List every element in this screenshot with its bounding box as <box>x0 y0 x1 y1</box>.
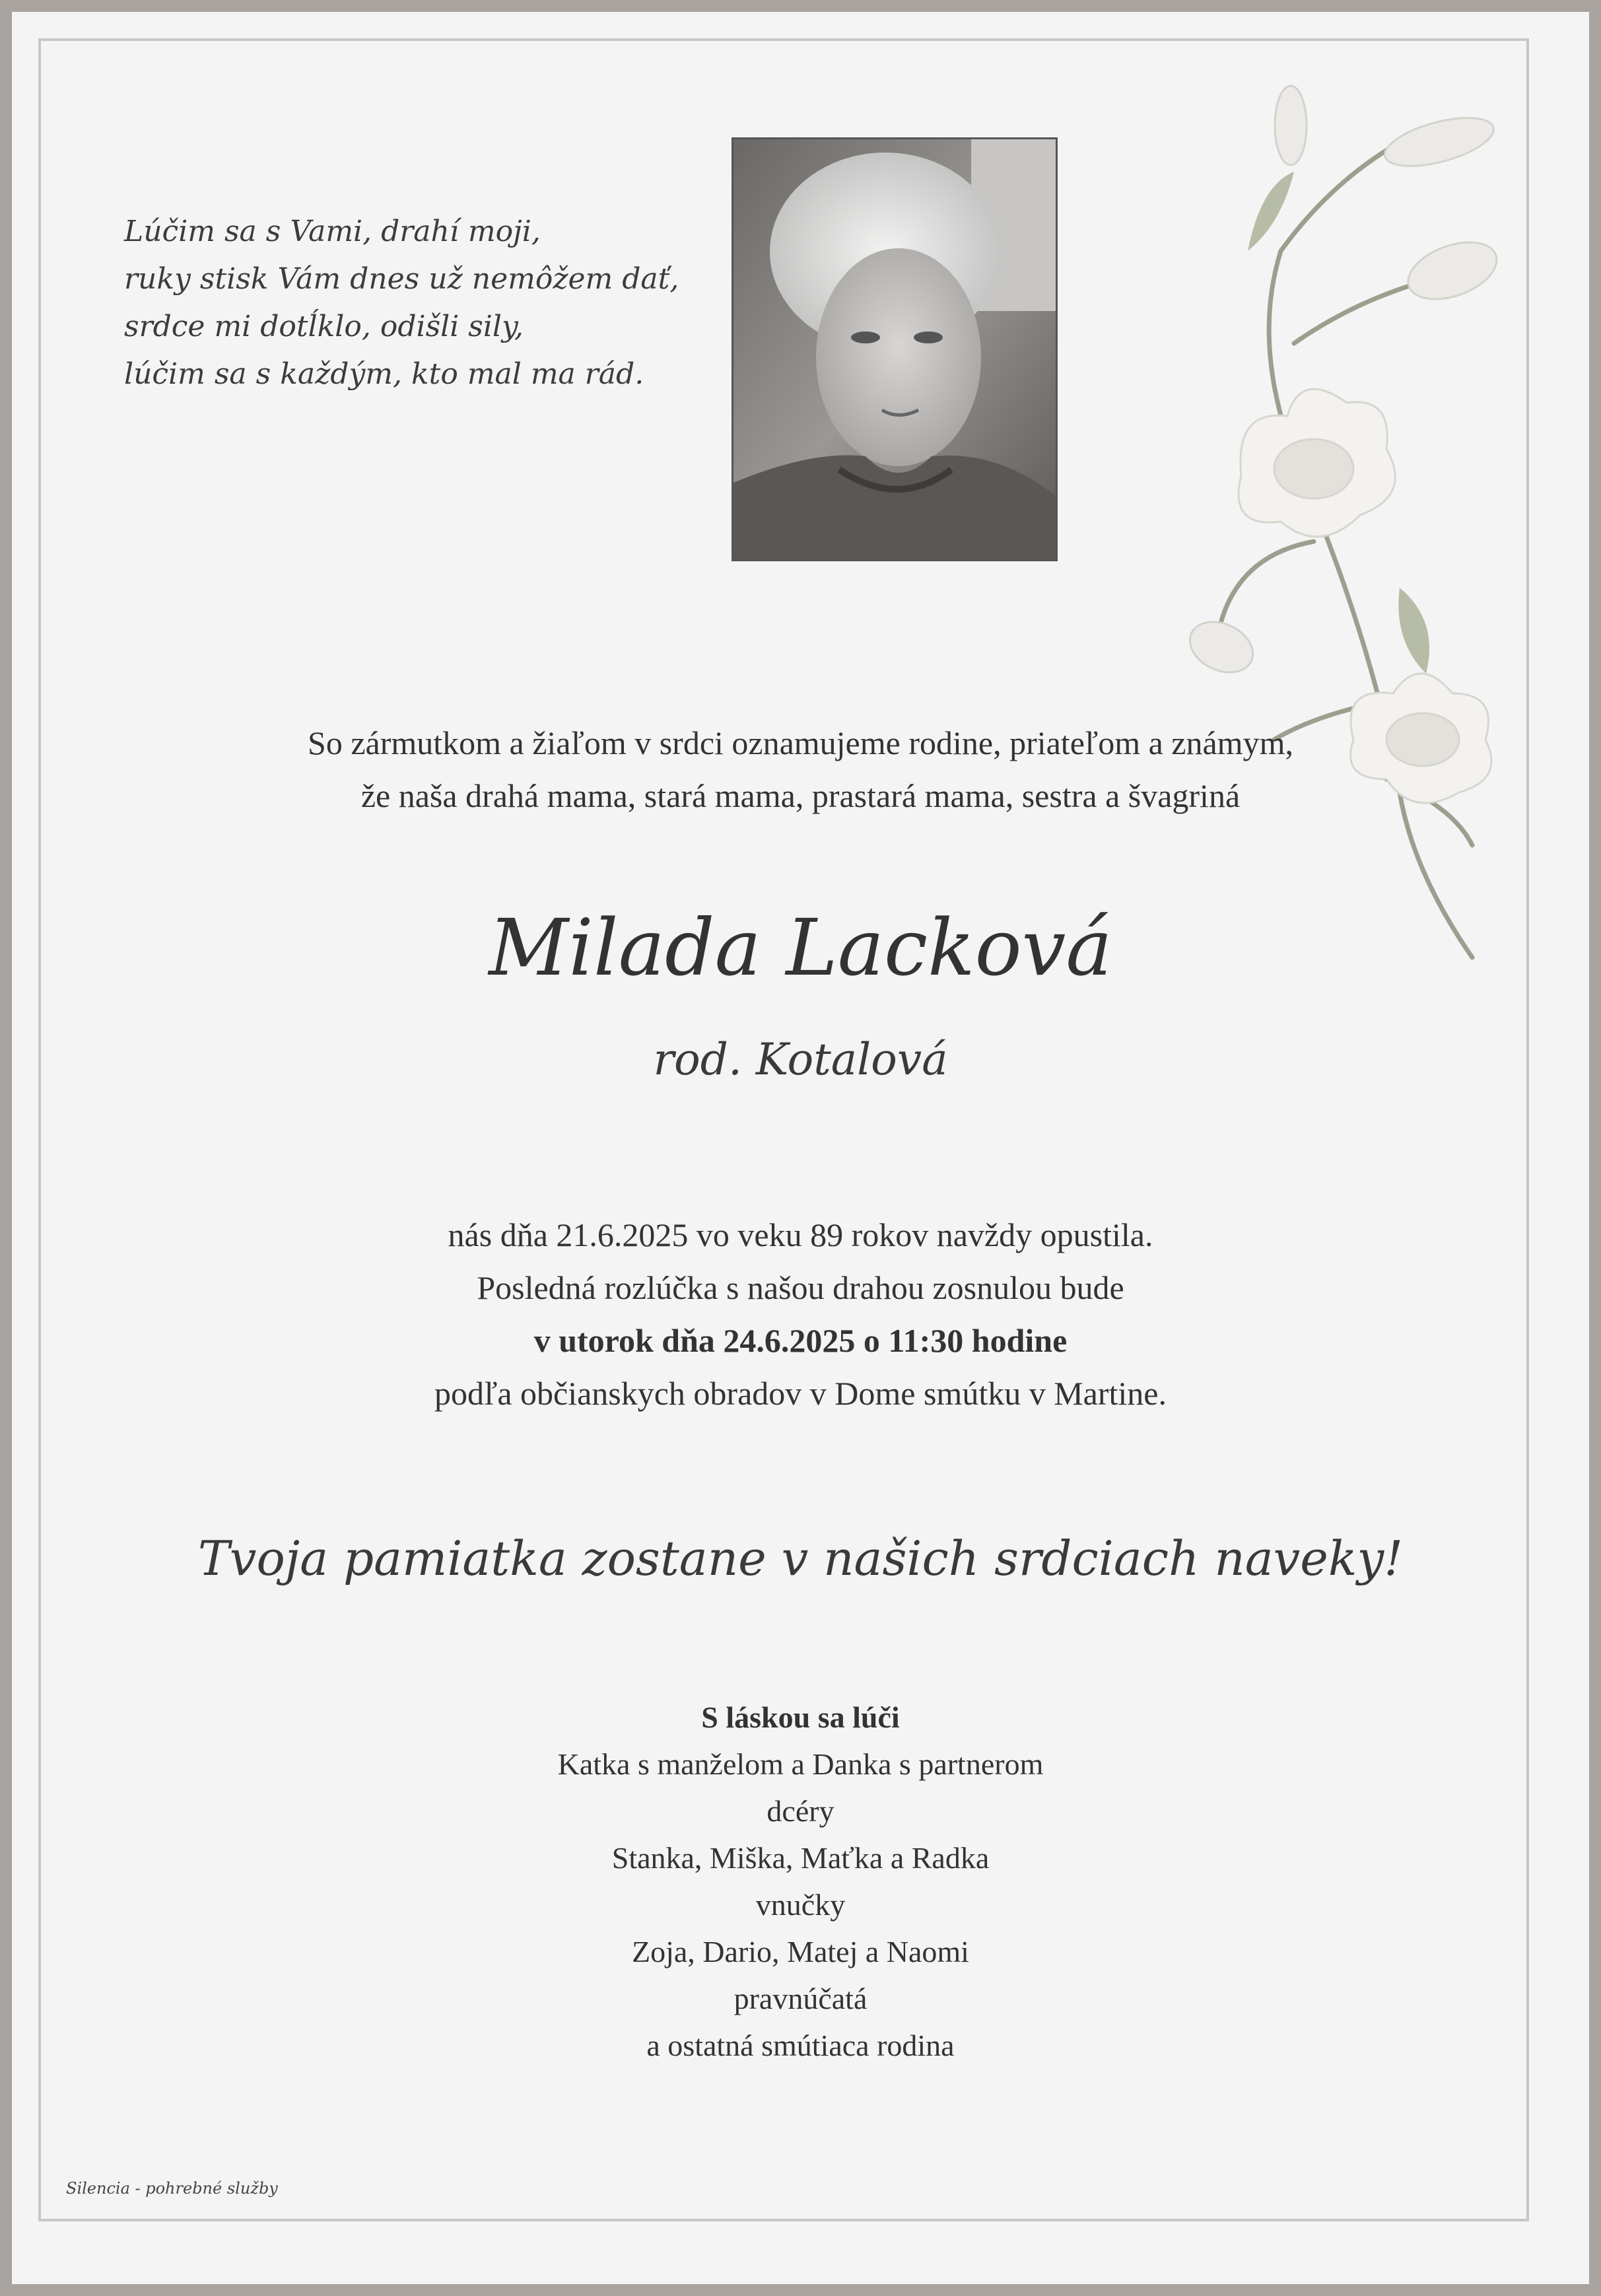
farewell-poem <box>124 208 705 398</box>
mourners-line: a ostatná smútiaca rodina <box>646 2029 955 2062</box>
poem-line: ruky stisk Vám dnes už nemôžem dať, <box>124 262 679 296</box>
poem-line: lúčim sa s každým, kto mal ma rád. <box>124 357 644 391</box>
mourners-line: dcéry <box>766 1794 835 1828</box>
funeral-details <box>0 1208 1601 1420</box>
death-info-line: nás dňa 21.6.2025 vo veku 89 rokov navždy opustila. <box>448 1216 1153 1253</box>
ceremony-datetime: v utorok dňa 24.6.2025 o 11:30 hodine <box>533 1322 1068 1359</box>
maiden-name: rod. Kotalová <box>653 1034 948 1085</box>
farewell-intro-line: Posledná rozlúčka s našou drahou zosnulou bude <box>477 1269 1124 1306</box>
funeral-service-credit: Silencia - pohrebné služby <box>66 2179 278 2198</box>
mourners-line: pravnúčatá <box>733 1982 868 2015</box>
announcement <box>0 716 1601 822</box>
announcement-line: že naša drahá mama, stará mama, prastará mama, sestra a švagriná <box>360 777 1241 814</box>
lily-flower-illustration <box>1162 79 1532 1004</box>
poem-line: Lúčim sa s Vami, drahí moji, <box>124 215 541 248</box>
ceremony-place-line: podľa občianskych obradov v Dome smútku v Martine. <box>434 1375 1167 1412</box>
poem-line: srdce mi dotĺklo, odišli sily, <box>124 310 524 343</box>
mourners-line: Zoja, Dario, Matej a Naomi <box>632 1935 969 1968</box>
mourners-list <box>0 1694 1601 2069</box>
memorial-quote: Tvoja pamiatka zostane v našich srdciach naveky! <box>197 1531 1404 1586</box>
deceased-name: Milada Lacková <box>489 902 1112 993</box>
portrait-photo <box>732 137 1058 561</box>
mourners-line: Stanka, Miška, Maťka a Radka <box>611 1841 990 1875</box>
mourners-line: Katka s manželom a Danka s partnerom <box>557 1747 1044 1781</box>
mourners-heading: S láskou sa lúči <box>701 1700 900 1734</box>
announcement-line: So zármutkom a žiaľom v srdci oznamujeme rodine, priateľom a známym, <box>308 724 1293 761</box>
mourners-line: vnučky <box>755 1888 846 1922</box>
